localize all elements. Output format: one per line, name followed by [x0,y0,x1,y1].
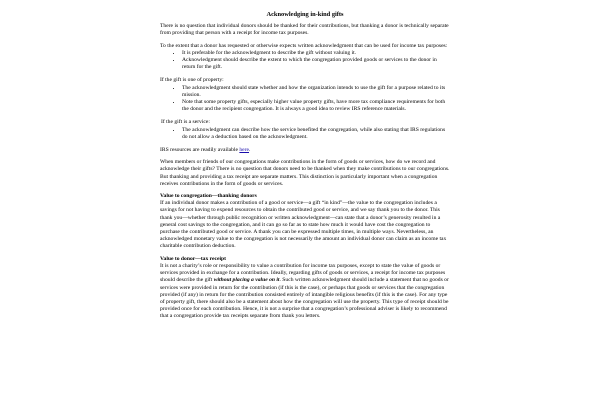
donor-heading: Value to donor—tax receipt [160,255,227,262]
value-paragraph: If an individual donor makes a contribution of a good or service—a gift “in kind”—the value to the congregation includes a savings for not having to expend resources to obtain the contributed good or service, and we say thank you to the donor. This thank you—whether through public recognition or written acknowledgment—can state that a donor’s generosity resulted in a general cost savings to the congregation, and it can go so far as to state how much it would have cost the congregation to purchase the contributed good or service. A thank you can be expressed multiple times, in multiple ways. Nevertheless, an acknowledged monetary value to the congregation is not necessarily the amount an individual donor can claim as an income tax charitable contribution deduction. [160,200,447,250]
irs-resources-line [160,147,450,154]
irs-resources-link[interactable]: here [239,147,250,154]
list-item: • It is preferable for the acknowledgment to describe the gift without valuing it. [182,50,450,57]
property-list [160,85,450,114]
donor-text-a: It is not a charity’s role or responsibility to value a contribution for income tax purposes, except to state the value of goods or services provided in exchange for a contribution. Ideally, regarding gifts of goods or services, a receipt for income tax purposes should describe the gift [160,262,446,284]
extent-lead: To the extent that a donor has requested or otherwise expects written acknowledgment that can be used for income tax purposes: [160,42,448,49]
value-heading: Value to congregation—thanking donors [160,193,257,200]
donor-text-b: . Such written acknowledgment should include a statement that no goods or services were provided in return for the contribution (if this is the case), or perhaps that goods or services that the congregation provided (if any) in return for the contribution consisted entirely of intangible religious benefits (if this is the case). For any type of property gift, there should also be a statement about how the congregation will use the property. This type of receipt should be provided once for each contribution. Hence, it is not a surprise that a congregation’s professional adviser is likely to recommend that a congregation provide tax receipts separate from thank you letters. [160,277,449,320]
service-list [160,127,450,141]
list-item: • The acknowledgment can describe how the service benefited the congregation, while also stating that IRS regulations do not allow a deduction based on the acknowledgment. [182,127,450,141]
document [160,0,450,326]
intro-paragraph: There is no question that individual donors should be thanked for their contributions, but thanking a donor is technically separate from providing that person with a receipt for income tax purposes. [160,23,449,37]
page-title: Acknowledging in-kind gifts [266,11,344,18]
irs-suffix: . [249,147,251,154]
extent-list [160,50,450,72]
irs-prefix: IRS resources are readily available [160,147,240,154]
service-lead: If the gift is a service: [161,119,210,126]
donor-emphasis: without placing a value on it [213,277,280,284]
list-item: • Acknowledgment should describe the extent to which the congregation provided goods or services to the donor in return for the gift. [182,57,450,71]
list-item: • The acknowledgment should state whether and how the organization intends to use the gift for a purpose related to its mission. [182,85,450,99]
property-lead: If the gift is one of property: [160,77,224,84]
members-paragraph: When members or friends of our congregations make contributions in the form of goods or services, how do we record and acknowledge their gifts? There is no question that donors need to be thanked when they make contributions to our congregations. But thanking and providing a tax receipt are separate matters. This distinction is particularly important when a congregation receives contributions in the form of goods or services. [160,159,450,187]
list-item: • Note that some property gifts, especially higher value property gifts, have more tax compliance requirements for both the donor and the recipient congregation. It is always a good idea to review IRS reference materials. [182,99,450,113]
donor-paragraph [160,263,450,321]
